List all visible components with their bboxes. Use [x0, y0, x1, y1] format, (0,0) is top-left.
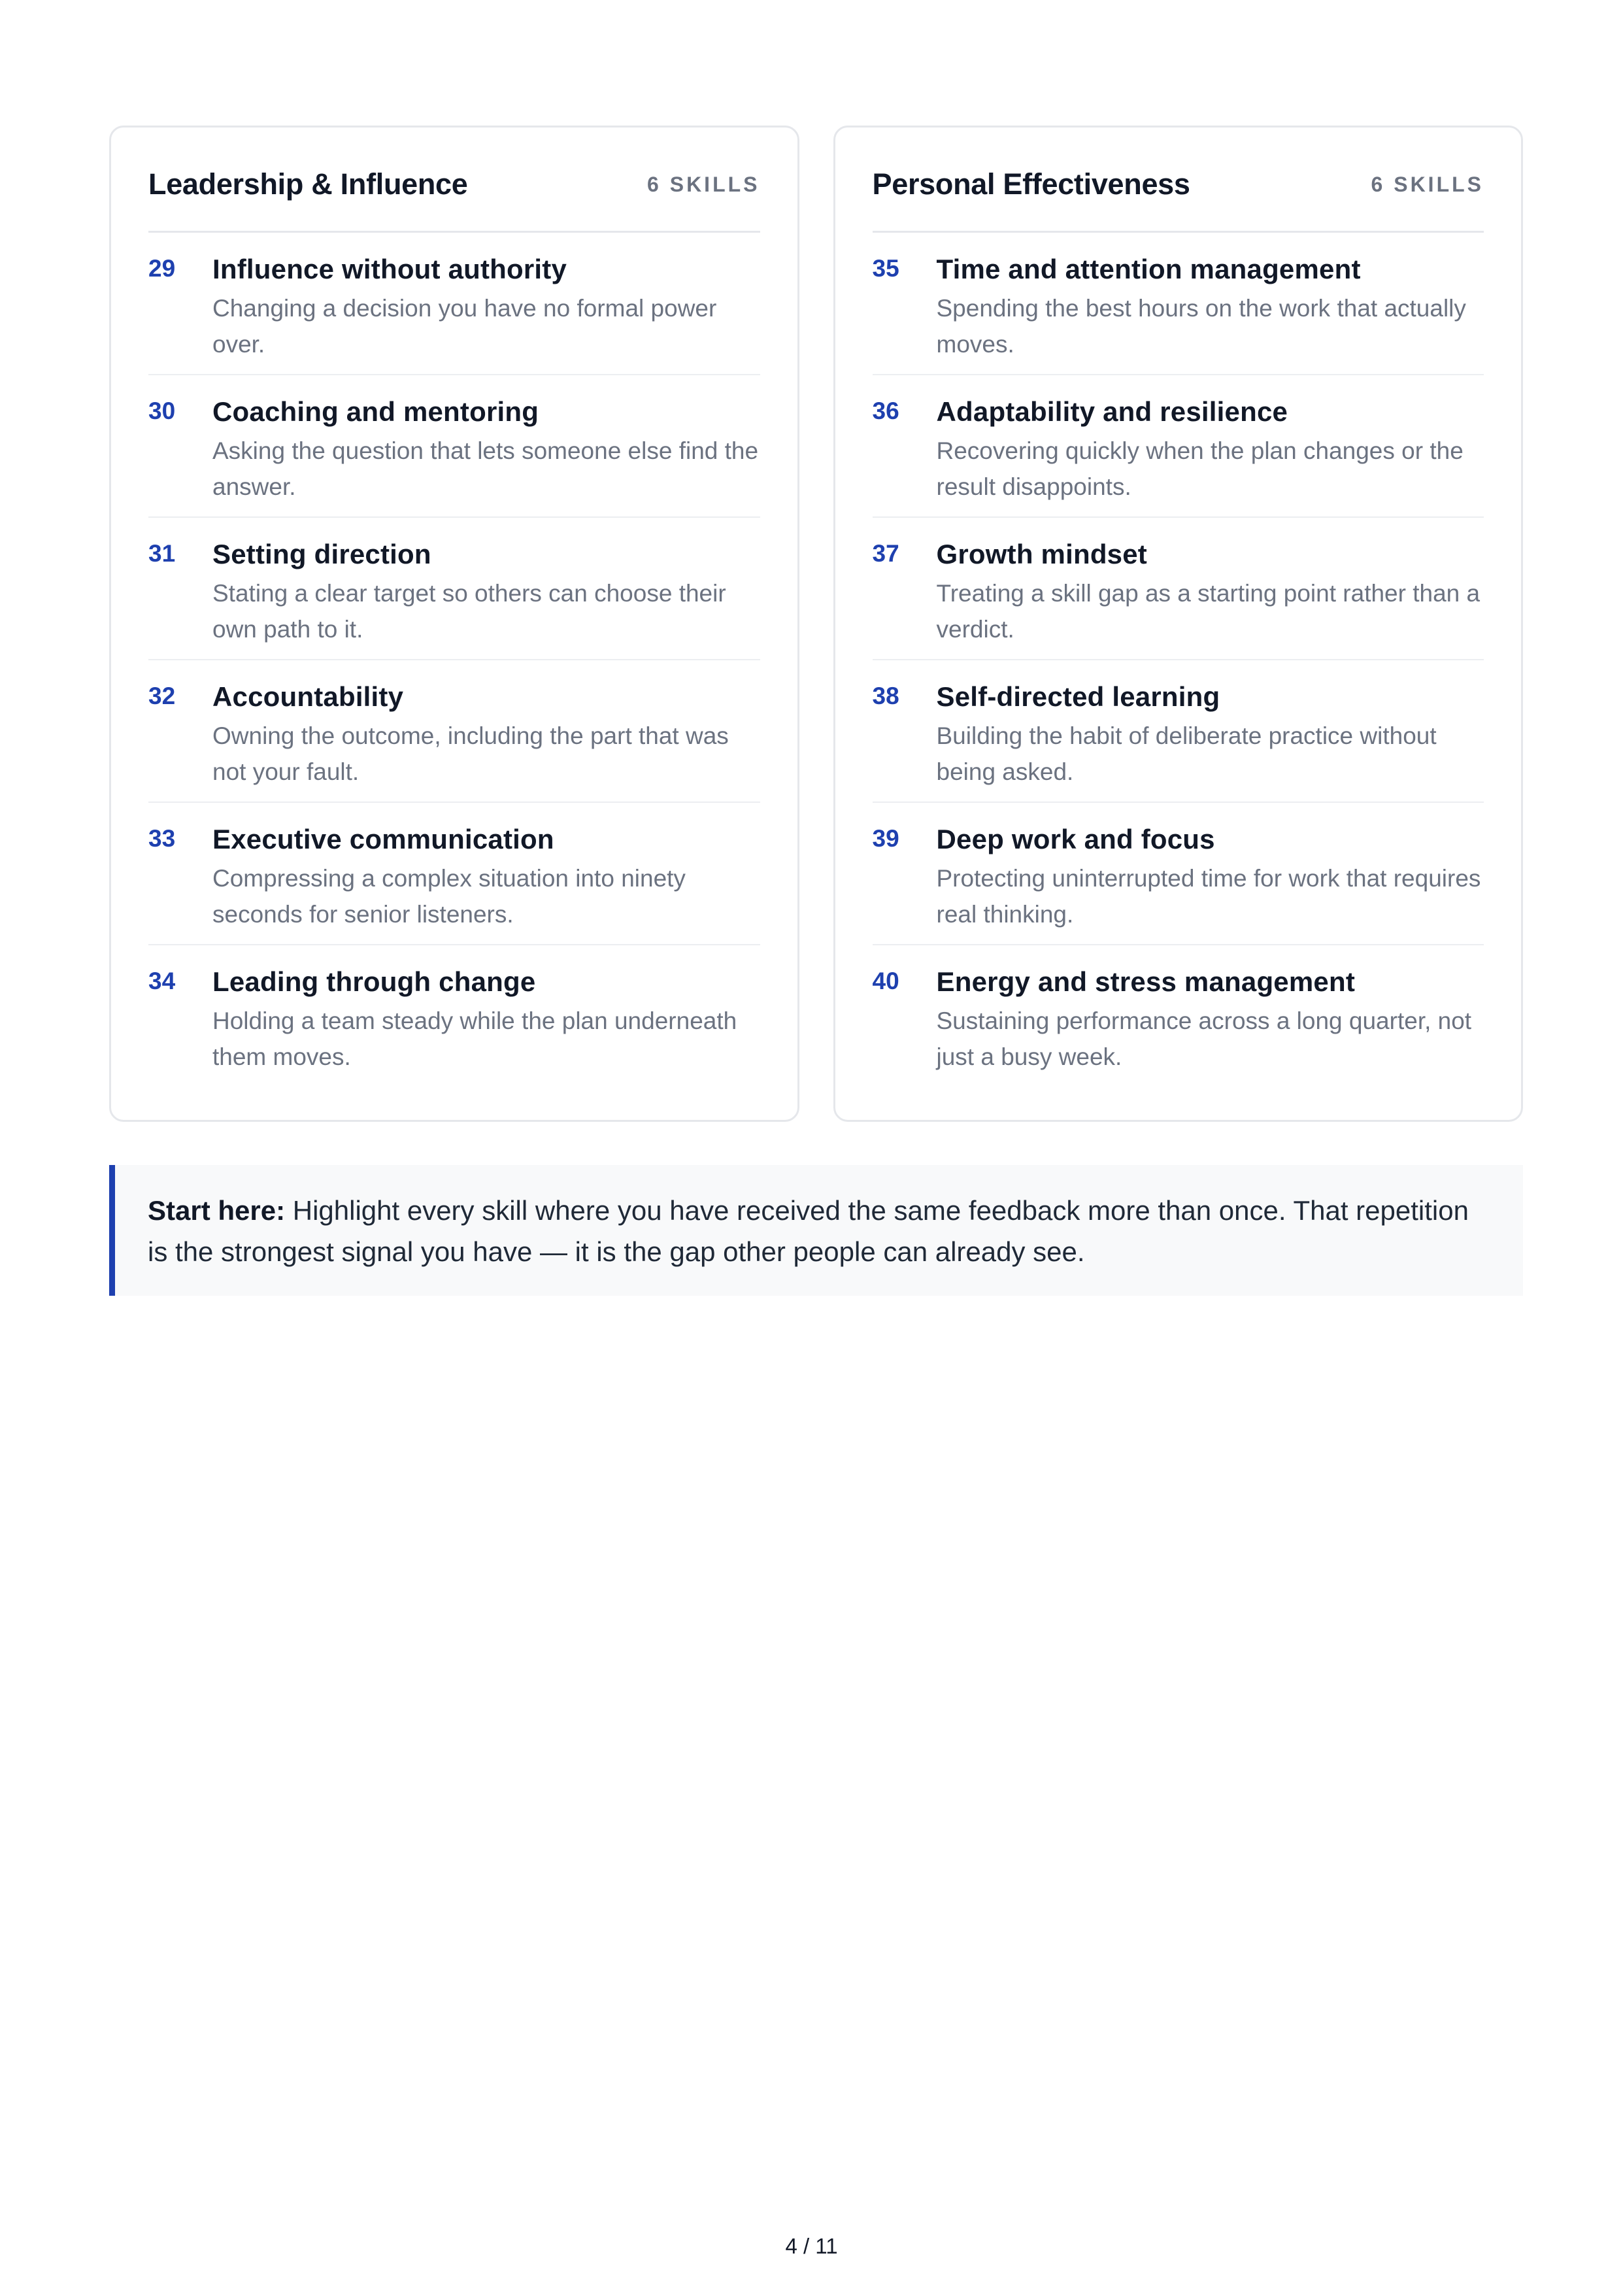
skill-title: Deep work and focus [936, 824, 1215, 854]
skill-title: Setting direction [212, 539, 431, 569]
card-title: Personal Effectiveness [872, 167, 1190, 201]
skill-number: 30 [148, 397, 176, 424]
skill-number: 36 [872, 397, 899, 424]
skill-item [873, 518, 1484, 660]
skill-title: Time and attention management [936, 254, 1361, 284]
skill-title: Executive communication [212, 824, 554, 854]
skill-title: Accountability [212, 681, 404, 712]
skill-item [148, 803, 760, 945]
skill-number: 34 [148, 968, 176, 994]
skill-title: Coaching and mentoring [212, 396, 539, 427]
skill-number: 39 [872, 825, 899, 852]
skill-item [873, 233, 1484, 375]
skill-number: 35 [872, 255, 899, 282]
skill-card-leadership [109, 126, 799, 1122]
card-header [148, 161, 760, 233]
skill-description: Changing a decision you have no formal power over. [212, 295, 717, 358]
skill-item [148, 375, 760, 518]
card-title: Leadership & Influence [148, 167, 468, 201]
skill-number: 31 [148, 540, 176, 567]
card-header [873, 161, 1484, 233]
skill-description: Owning the outcome, including the part that was not your fault. [212, 722, 729, 785]
skill-description: Protecting uninterrupted time for work that requires real thinking. [936, 865, 1481, 928]
skill-title: Self-directed learning [936, 681, 1220, 712]
skill-item [873, 803, 1484, 945]
page-number: 4 / 11 [785, 2234, 838, 2258]
skill-item [148, 660, 760, 803]
skill-item [148, 518, 760, 660]
skill-number: 32 [148, 683, 176, 709]
skill-description: Asking the question that lets someone else find the answer. [212, 437, 759, 500]
skill-description: Building the habit of deliberate practice without being asked. [936, 722, 1437, 785]
skill-description: Sustaining performance across a long quarter, not just a busy week. [936, 1007, 1472, 1070]
skill-description: Stating a clear target so others can choose their own path to it. [212, 580, 726, 643]
skill-number: 37 [872, 540, 899, 567]
skill-title: Influence without authority [212, 254, 567, 284]
skill-title: Leading through change [212, 966, 536, 997]
callout-text: Highlight every skill where you have received the same feedback more than once. That repetition is the strongest signal you have — it is the gap other people can already see. [148, 1195, 1469, 1267]
skill-description: Recovering quickly when the plan changes or the result disappoints. [936, 437, 1464, 500]
skill-item [148, 945, 760, 1088]
skill-description: Treating a skill gap as a starting point rather than a verdict. [936, 580, 1481, 643]
skill-count: 6 SKILLS [647, 172, 760, 196]
skill-count: 6 SKILLS [1371, 172, 1484, 196]
skill-description: Spending the best hours on the work that actually moves. [936, 295, 1466, 358]
skill-columns [109, 126, 1523, 1122]
callout-label: Start here: [148, 1195, 286, 1226]
skill-item [873, 660, 1484, 803]
skill-card-personal-effectiveness [833, 126, 1524, 1122]
skill-title: Growth mindset [936, 539, 1147, 569]
skill-item [873, 375, 1484, 518]
skill-item [873, 945, 1484, 1088]
skill-number: 40 [872, 968, 899, 994]
skill-number: 29 [148, 255, 176, 282]
skill-number: 38 [872, 683, 899, 709]
skill-item [148, 233, 760, 375]
skill-number: 33 [148, 825, 176, 852]
skill-description: Holding a team steady while the plan underneath them moves. [212, 1007, 737, 1070]
skill-description: Compressing a complex situation into ninety seconds for senior listeners. [212, 865, 686, 928]
skill-title: Adaptability and resilience [936, 396, 1288, 427]
skill-title: Energy and stress management [936, 966, 1356, 997]
start-here-callout [109, 1165, 1523, 1296]
